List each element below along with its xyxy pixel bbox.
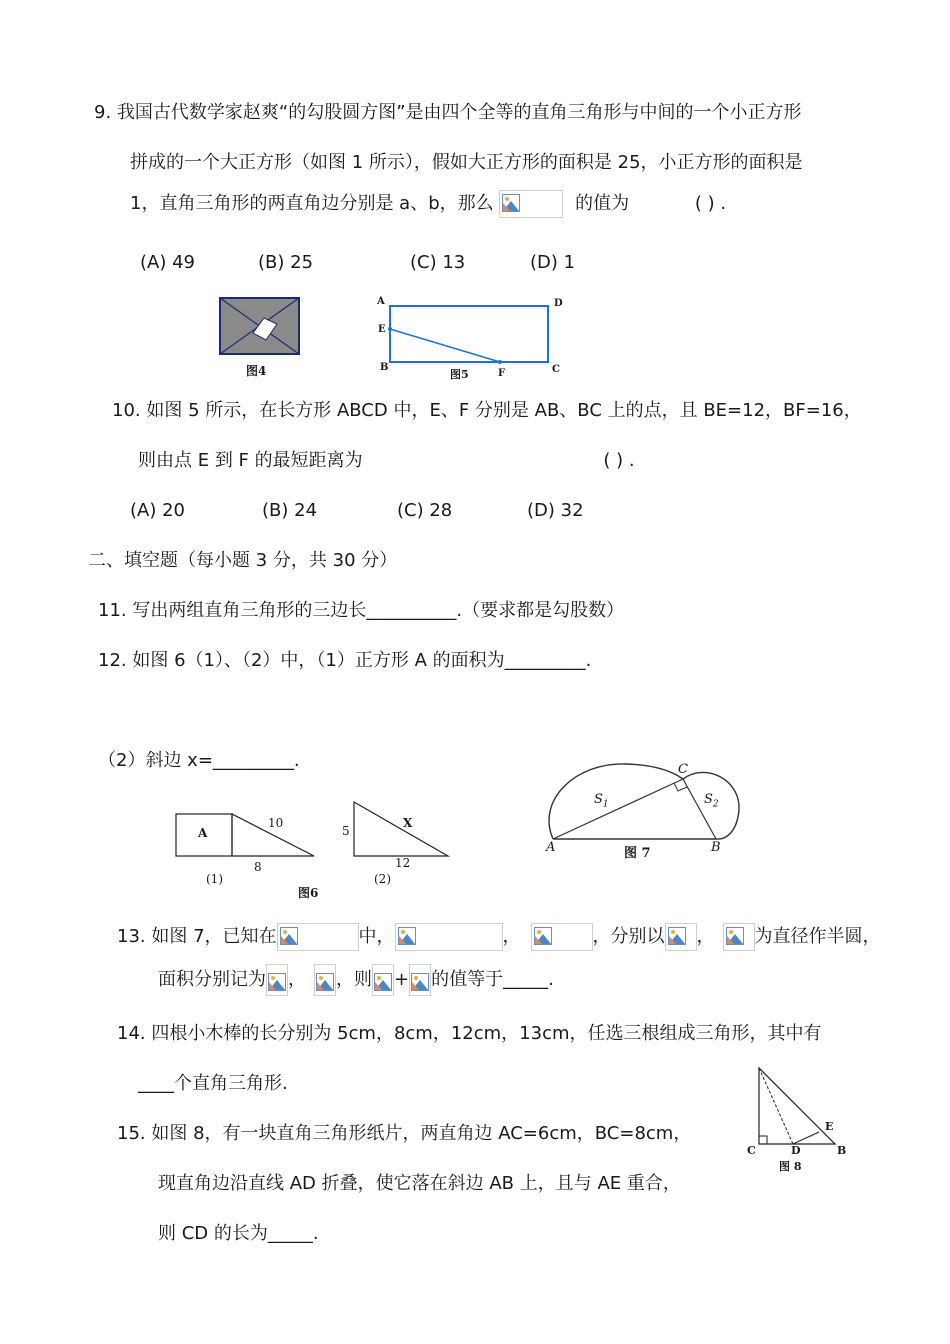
q13-text-3: ，	[502, 926, 521, 947]
fig6-label-a: A	[198, 826, 208, 840]
q9-line3-end: 的值为	[575, 193, 630, 214]
q13-text-5: ，	[696, 926, 715, 947]
fig8-label-c: C	[747, 1144, 756, 1157]
formula-image-icon	[409, 964, 431, 996]
q10-option-c: (C) 28	[397, 500, 453, 521]
q9-option-d: (D) 1	[530, 252, 576, 273]
fig5-label-a: A	[377, 296, 385, 307]
fig5-label-b: B	[380, 362, 389, 373]
figure-5	[372, 294, 572, 386]
figure-6-caption: 图6	[298, 886, 319, 900]
fig5-label-e: E	[378, 324, 386, 335]
figure-4-drawing	[218, 296, 302, 356]
fig6-sub-2: (2)	[374, 872, 391, 886]
q9-line3-text: 1，直角三角形的两直角边分别是 a、b，那么	[130, 193, 494, 214]
figure-8-caption: 图 8	[779, 1160, 802, 1173]
q13-text-8: ，	[288, 969, 306, 990]
q11-text: 11. 写出两组直角三角形的三边长__________.（要求都是勾股数）	[98, 600, 625, 621]
q13-text-7: 面积分别记为	[158, 969, 266, 990]
fig5-label-c: C	[552, 364, 560, 375]
fig7-s2-sub: 2	[712, 799, 719, 810]
fig6-sub-1: (1)	[206, 872, 223, 886]
figure-7-caption: 图 7	[624, 846, 651, 861]
fig8-label-d: D	[791, 1144, 801, 1157]
q14-line1: 14. 四根小木棒的长分别为 5cm，8cm，12cm，13cm，任选三根组成三角形，其中有	[117, 1023, 822, 1044]
q14-line2: ____个直角三角形.	[138, 1073, 288, 1094]
q10-line2	[138, 449, 635, 473]
figure-7	[536, 760, 756, 864]
q15-line3: 则 CD 的长为_____.	[158, 1223, 319, 1244]
q15-line2: 现直角边沿直线 AD 折叠，使它落在斜边 AB 上，且与 AE 重合，	[158, 1173, 681, 1194]
formula-image-icon	[372, 964, 394, 996]
q13-line2	[158, 964, 554, 996]
q10-answer-paren: ( ) .	[603, 450, 635, 471]
q10-option-b: (B) 24	[262, 500, 318, 521]
fig7-label-s1	[594, 792, 609, 810]
formula-image-icon	[665, 923, 697, 951]
q13-text-10: 的值等于_____.	[431, 969, 554, 990]
q12-line1: 12. 如图 6（1）、（2）中，（1）正方形 A 的面积为_________.	[98, 650, 592, 671]
q9-answer-paren: ( ) .	[694, 193, 727, 214]
fig7-s1-letter: S	[594, 792, 603, 807]
q9-option-b: (B) 25	[258, 252, 314, 273]
formula-image-icon	[277, 923, 359, 951]
fig6-label-x: X	[403, 816, 413, 830]
fig5-label-d: D	[554, 298, 563, 309]
q10-option-a: (A) 20	[130, 500, 185, 521]
q9-line2: 拼成的一个大正方形（如图 1 所示），假如大正方形的面积是 25，小正方形的面积是	[130, 152, 803, 173]
q15-line1: 15. 如图 8，有一块直角三角形纸片，两直角边 AC=6cm，BC=8cm，	[117, 1123, 692, 1144]
q13-text-6: 为直径作半圆，	[754, 926, 881, 947]
fig8-label-b: B	[837, 1144, 847, 1157]
fig5-label-f: F	[498, 368, 506, 379]
q13-text-9: ，则	[336, 969, 372, 990]
figure-8	[745, 1064, 850, 1176]
q9-option-c: (C) 13	[410, 252, 466, 273]
fig6-label-8: 8	[254, 860, 262, 874]
fig8-label-e: E	[825, 1120, 834, 1133]
q13-text-1: 13. 如图 7，已知在	[117, 926, 277, 947]
q10-line1: 10. 如图 5 所示，在长方形 ABCD 中，E、F 分别是 AB、BC 上的点，且 BE=12，BF=16，	[112, 400, 862, 421]
q9-line1: 9. 我国古代数学家赵爽“的勾股圆方图”是由四个全等的直角三角形与中间的一个小正方形	[94, 102, 802, 123]
figure-4	[218, 296, 302, 382]
formula-image-icon	[499, 190, 563, 218]
q13-line1	[117, 923, 881, 951]
figure-5-caption: 图5	[450, 368, 469, 381]
formula-image-icon	[314, 964, 336, 996]
figure-4-caption: 图4	[246, 364, 267, 378]
q9-line3	[130, 190, 726, 218]
figure-5-drawing	[372, 294, 572, 386]
formula-image-icon	[723, 923, 755, 951]
fig7-s1-sub: 1	[602, 799, 609, 810]
fig7-s2-letter: S	[704, 792, 713, 807]
q13-plus: +	[394, 969, 410, 990]
formula-image-icon	[266, 964, 288, 996]
q10-line2-text: 则由点 E 到 F 的最短距离为	[138, 450, 363, 471]
formula-image-icon	[395, 923, 503, 951]
q13-text-4: ，分别以	[592, 926, 665, 947]
q10-option-d: (D) 32	[527, 500, 584, 521]
q9-option-a: (A) 49	[140, 252, 195, 273]
figure-6	[170, 796, 455, 902]
fig6-label-12: 12	[395, 856, 411, 870]
formula-image-icon	[531, 923, 593, 951]
fig7-label-a: A	[546, 840, 556, 855]
fig7-label-b: B	[711, 840, 721, 855]
fig6-label-5: 5	[342, 824, 350, 838]
fig6-label-10: 10	[268, 816, 284, 830]
q12-line2: （2）斜边 x=_________.	[98, 750, 300, 771]
fig7-label-s2	[704, 792, 719, 810]
section-2-title: 二、填空题（每小题 3 分，共 30 分）	[88, 550, 398, 571]
q13-text-2: 中，	[358, 926, 395, 947]
fig7-label-c: C	[678, 762, 688, 777]
